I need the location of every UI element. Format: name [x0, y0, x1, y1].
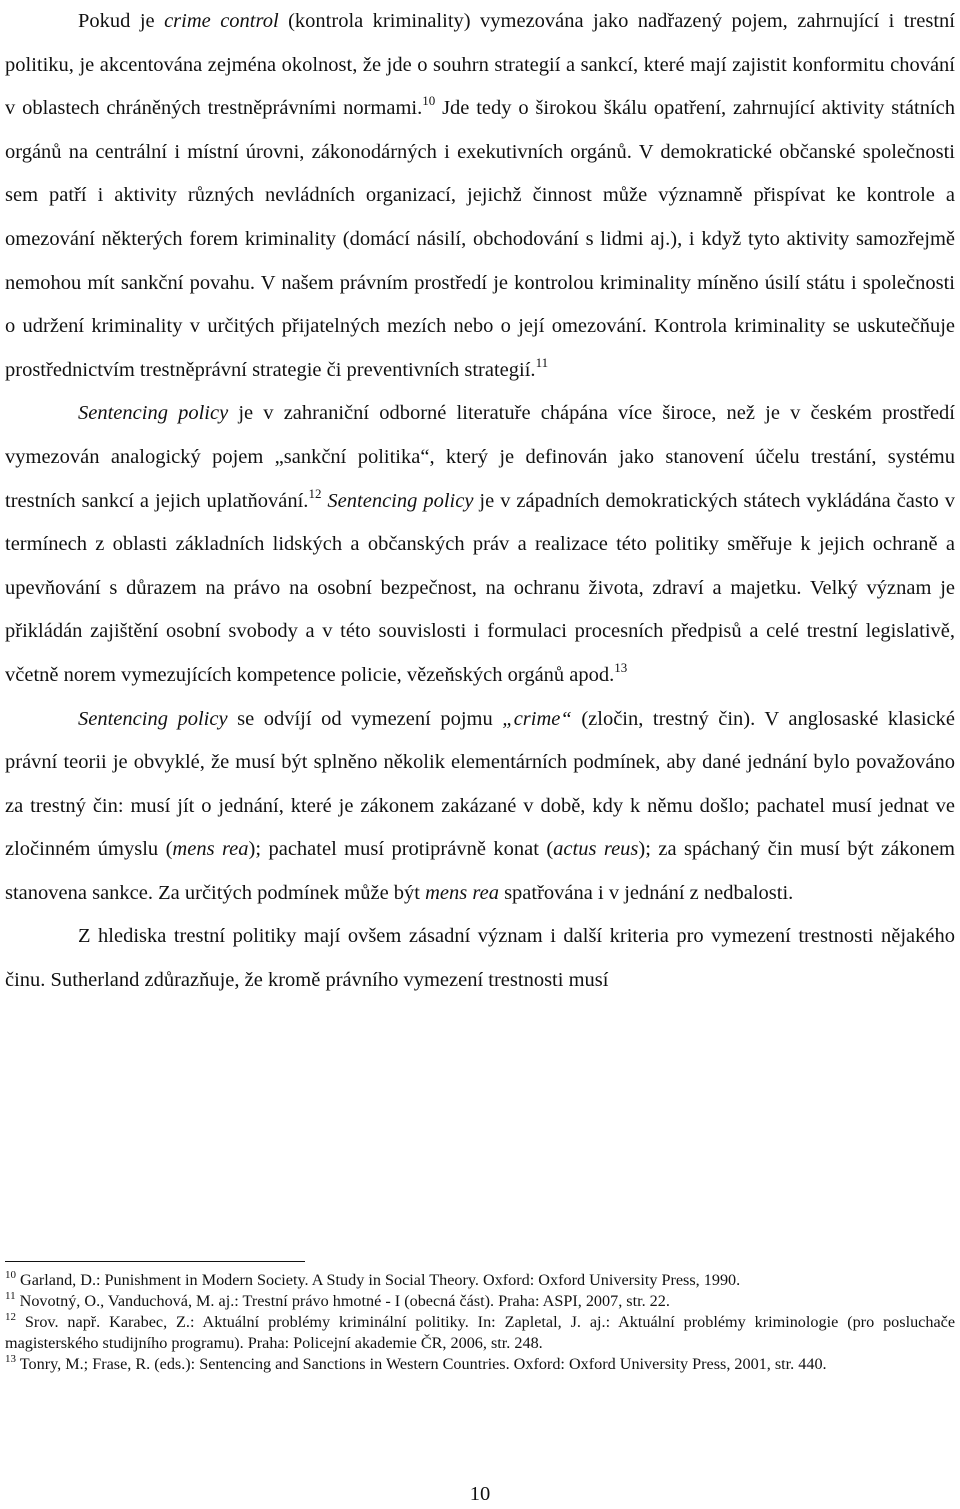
text-run: ); za spáchaný čin musí být zákonem stanovena sankce. Za určitých podmínek může být — [5, 838, 955, 904]
footnote-text: Novotný, O., Vanduchová, M. aj.: Trestní právo hmotné - I (obecná část). Praha: ASPI, 2007, str. 22. — [15, 1292, 670, 1310]
footnote-text: Srov. např. Karabec, Z.: Aktuální problémy kriminální politiky. In: Zapletal, J. aj.: Aktuální problémy kriminologie (pro posluchače magisterského studijního programu). Praha: Policejní akademie ČR, 2006, str. 248. — [5, 1313, 955, 1352]
text-run: (zločin, trestný čin). V anglosaské klasické právní teorii je obvyklé, že musí být splněno několik elementárních podmínek, aby dané jednání bylo považováno za trestný čin: musí jít o jednání, které je zákonem zakázané v době, kdy k němu došlo; pachatel musí jednat ve zločinném úmyslu ( — [5, 707, 956, 861]
paragraph-2 — [5, 392, 955, 697]
italic-term: mens rea — [172, 838, 249, 861]
footnote-text: Tonry, M.; Frase, R. (eds.): Sentencing and Sanctions in Western Countries. Oxford: Oxford University Press, 2001, str. 440. — [16, 1355, 827, 1373]
text-run: je v zahraniční odborné literatuře chápána více široce, než je v českém prostředí vymezován analogický pojem „sankční politika“, který je definován jako stanovení účelu trestání, systému trestních sankcí a jejich uplatňování. — [5, 402, 955, 512]
paragraph-4 — [5, 915, 955, 1002]
text-run: je v západních demokratických státech vykládána často v termínech z oblasti základních lidských a občanských práv a realizace této politiky směřuje k jejich ochraně a upevňování s důrazem na právo na osobní bezpečnost, na ochranu života, zdraví a majetku. Velký význam je přikládán zajištění osobní svobody a v této souvislosti i formulaci procesních předpisů a celé trestní legislativě, včetně norem vymezujících kompetence policie, vězeňských orgánů apod. — [5, 489, 955, 686]
text-run: Pokud je — [78, 10, 165, 32]
document-page — [5, 0, 955, 1509]
italic-term: „crime“ — [502, 707, 572, 730]
italic-term: Sentencing policy — [327, 489, 474, 512]
footnote-ref: 12 — [308, 485, 322, 501]
italic-term: Sentencing policy — [78, 402, 229, 425]
footnotes — [5, 1270, 955, 1375]
text-run: spatřována i v jednání z nedbalosti. — [498, 881, 794, 904]
footnote-separator — [5, 1261, 305, 1262]
footnote-12 — [5, 1312, 955, 1354]
footnote-ref: 13 — [614, 659, 628, 675]
footnote-11 — [5, 1291, 955, 1312]
footnote-number: 12 — [5, 1311, 16, 1323]
footnote-10 — [5, 1270, 955, 1291]
text-run: (kontrola kriminality) vymezována jako nadřazený pojem, zahrnující i trestní politiku, je akcentována zejména okolnost, že jde o souhrn strategií a sankcí, které mají zajistit konformitu chování v oblastech chráněných trestněprávními normami. — [5, 10, 956, 120]
italic-term: Sentencing policy — [78, 707, 228, 730]
footnote-text: Garland, D.: Punishment in Modern Society. A Study in Social Theory. Oxford: Oxford University Press, 1990. — [16, 1271, 741, 1289]
text-run: Jde tedy o širokou škálu opatření, zahrnující aktivity státních orgánů na centrální i místní úrovni, zákonodárných i exekutivních orgánů. V demokratické občanské společnosti sem patří i aktivity různých nevládních organizací, jejichž činnost může významně přispívat ke kontrole a omezování některých forem kriminality (domácí násilí, obchodování s lidmi aj.), i když tyto aktivity samozřejmě nemohou mít sankční povahu. V našem právním prostředí je kontrolou kriminality míněno úsilí státu i společnosti o udržení kriminality v určitých přijatelných mezích nebo o její omezování. Kontrola kriminality se uskutečňuje prostřednictvím trestněprávní strategie či preventivních strategií. — [5, 97, 955, 381]
italic-term: crime control — [164, 10, 279, 32]
footnote-ref: 10 — [422, 93, 436, 109]
footnote-number: 13 — [5, 1353, 16, 1365]
text-run: se odvíjí od vymezení pojmu — [227, 707, 503, 730]
footnote-ref: 11 — [535, 354, 549, 370]
footnote-number: 11 — [5, 1290, 16, 1302]
text-run: Z hlediska trestní politiky mají ovšem zásadní význam i další kriteria pro vymezení trestnosti nějakého činu. Sutherland zdůrazňuje, že kromě právního vymezení trestnosti musí — [5, 925, 955, 992]
text-run: ); pachatel musí protiprávně konat ( — [248, 838, 554, 861]
paragraph-3 — [5, 698, 955, 916]
italic-term: actus reus — [553, 838, 639, 861]
paragraph-1 — [5, 0, 955, 392]
italic-term: mens rea — [425, 881, 499, 904]
body-text — [5, 0, 955, 1003]
footnote-number: 10 — [5, 1269, 16, 1281]
page-number: 10 — [469, 1483, 491, 1505]
footnote-13 — [5, 1354, 955, 1375]
